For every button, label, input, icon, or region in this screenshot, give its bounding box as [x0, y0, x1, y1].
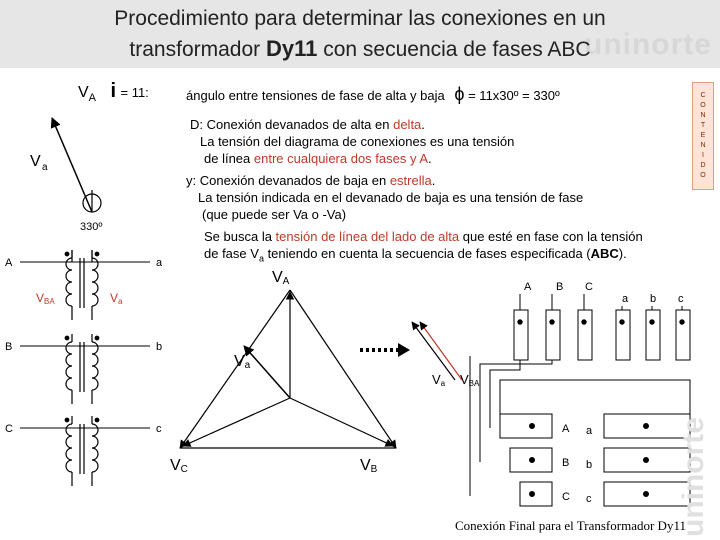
final-top-A: A — [524, 281, 532, 293]
figure-caption: Conexión Final para el Transformador Dy11 — [455, 518, 686, 533]
bus-label-c: c — [156, 423, 162, 435]
angle-line: ángulo entre tensiones de fase de alta y baja ϕ = 11x30º = 330º — [186, 84, 560, 104]
clock-phasor — [30, 118, 102, 233]
phasor-triangle — [180, 290, 396, 448]
hv-terminal-box — [520, 482, 552, 506]
star-explanation: y: Conexión devanados de baja en estrella. La tensión indicada en el devanado de baja es una tensión de fase (que puede ser Va o -Va) — [186, 173, 584, 222]
terminal-dot — [644, 424, 649, 429]
watermark-logo: uninorte — [584, 28, 712, 61]
hv-winding-box — [514, 310, 528, 360]
phasor-label-Va: Va — [234, 353, 251, 371]
bus-label-C: C — [5, 423, 13, 435]
terminal-dot — [530, 424, 535, 429]
polarity-dot — [95, 418, 99, 422]
coil-winding — [92, 258, 98, 306]
polarity-dot — [65, 336, 69, 340]
polarity-dot — [65, 418, 69, 422]
svg-text:a: a — [42, 162, 48, 173]
watermark-side-logo: uninorte — [677, 417, 710, 537]
coil-winding — [66, 258, 72, 306]
phasor-label-VC: VC — [170, 457, 188, 475]
bus-lines — [20, 262, 150, 428]
vba-coil-label: VBA — [36, 291, 55, 306]
phasor-label-VB: VB — [360, 457, 378, 475]
final-top-C: C — [585, 281, 593, 293]
title-line-2: transformador Dy11 con secuencia de fases ABC — [129, 36, 591, 61]
delta-explanation: D: Conexión devanados de alta en delta. La tensión del diagrama de conexiones es una tensión de línea entre cualquiera dos fases y A. — [190, 117, 515, 166]
final-connection-box — [470, 294, 690, 506]
coil-winding — [92, 424, 98, 472]
lv-winding-box — [616, 310, 630, 360]
final-top-B: B — [556, 281, 564, 293]
final-row-B: B — [562, 457, 570, 469]
compare-vba: VBA — [460, 372, 480, 388]
terminal-dot — [530, 458, 535, 463]
terminal-dot — [530, 492, 535, 497]
bus-label-B: B — [5, 341, 13, 353]
final-row-a: a — [586, 425, 593, 437]
connection-wire — [480, 360, 552, 462]
connection-wire — [490, 360, 520, 428]
transformer-coils — [65, 250, 99, 486]
compare-va: Va — [432, 372, 446, 388]
polarity-dot — [582, 320, 586, 324]
index-label: $V_A$ i = 11: — [78, 80, 149, 105]
bus-label-b: b — [156, 341, 163, 353]
title-code: Dy11 — [265, 36, 318, 61]
va-coil-label: Va — [110, 291, 123, 306]
polarity-dot — [620, 320, 624, 324]
contenido-tab[interactable]: C O N T E N I D O — [692, 82, 714, 190]
final-row-b: b — [586, 459, 593, 471]
polarity-dot — [518, 320, 522, 324]
hv-winding-box — [546, 310, 560, 360]
phasor-label-VA: VA — [272, 269, 290, 287]
final-low-a: a — [622, 293, 629, 305]
final-low-b: b — [650, 293, 657, 305]
bus-label-A: A — [5, 257, 13, 269]
coil-winding — [66, 424, 72, 472]
title-line-1: Procedimiento para determinar las conexiones en un — [114, 7, 606, 30]
final-row-c: c — [586, 493, 592, 505]
svg-text:330º: 330º — [80, 221, 103, 233]
lv-winding-box — [646, 310, 660, 360]
connection-wire — [500, 380, 690, 414]
final-row-C: C — [562, 491, 570, 503]
terminal-dot — [644, 458, 649, 463]
polarity-dot — [650, 320, 654, 324]
hv-terminal-box — [500, 414, 552, 438]
dotted-arrow — [360, 343, 410, 357]
svg-text:V: V — [30, 153, 41, 170]
coil-winding — [66, 342, 72, 390]
final-low-c: c — [678, 293, 684, 305]
polarity-dot — [680, 320, 684, 324]
hv-winding-box — [578, 310, 592, 360]
polarity-dot — [95, 336, 99, 340]
lv-winding-box — [676, 310, 690, 360]
final-row-A: A — [562, 423, 570, 435]
polarity-dot — [550, 320, 554, 324]
coil-winding — [92, 342, 98, 390]
terminal-dot — [644, 492, 649, 497]
polarity-dot — [95, 252, 99, 256]
bus-label-a: a — [156, 257, 163, 269]
polarity-dot — [65, 252, 69, 256]
search-explanation: Se busca la tensión de línea del lado de alta que esté en fase con la tensión de fase $V_a$ teniendo en cuenta la secuencia de fases especificada (ABC). — [204, 229, 643, 264]
